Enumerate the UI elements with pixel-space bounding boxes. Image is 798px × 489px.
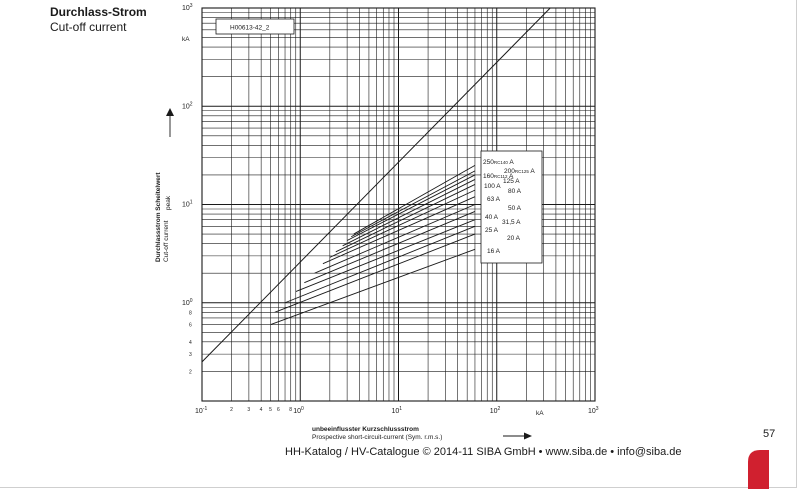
footer-email-link[interactable]: info@siba.de xyxy=(617,446,682,458)
y-axis-label-english-2: peak xyxy=(165,195,172,210)
x-tick-label: $10^{-1}$ xyxy=(195,406,208,415)
series-line-25 xyxy=(285,226,475,302)
legend-entry-125: 125 A xyxy=(503,178,520,185)
y-tick-label: $10^0$ xyxy=(182,297,193,307)
x-axis-label-german: unbeeinflusster Kurzschlussstrom xyxy=(312,426,419,433)
x-tick-label: $10^3$ xyxy=(588,406,599,415)
x-minor-tick-label: 2 xyxy=(230,407,233,413)
x-minor-tick-label: 8 xyxy=(289,407,293,413)
y-minor-tick-label: 4 xyxy=(189,339,192,346)
x-axis-arrow-head xyxy=(524,433,532,440)
chart-id-label: H00613-42_2 xyxy=(230,24,270,32)
legend-entry-160: 160RC112 A xyxy=(483,173,514,180)
y-axis-label-german: Durchlassstrom Scheitelwert xyxy=(155,172,162,262)
x-minor-tick-label: 6 xyxy=(276,407,280,413)
y-tick-label: $10^3$ xyxy=(182,3,193,12)
x-minor-tick-label: 4 xyxy=(259,407,263,413)
footer-website-link[interactable]: www.siba.de xyxy=(545,446,608,458)
footer xyxy=(285,446,682,458)
y-minor-tick-label: 3 xyxy=(189,352,192,359)
legend-entry-31-5: 31,5 A xyxy=(502,219,521,226)
x-axis-unit: kA xyxy=(536,410,544,417)
red-corner-tab xyxy=(748,450,769,489)
y-axis-label-english-1 xyxy=(163,220,170,262)
y-minor-tick-label: 6 xyxy=(189,322,192,329)
y-tick-label: $10^1$ xyxy=(182,199,193,209)
legend-entry-80: 80 A xyxy=(508,188,522,195)
x-tick-label: $10^0$ xyxy=(293,406,304,415)
x-tick-label: $10^2$ xyxy=(489,406,501,415)
series-line-100 xyxy=(336,184,475,251)
footer-catalog: HH-Katalog / HV-Catalogue © 2014-11 SIBA GmbH xyxy=(285,446,536,458)
y-minor-tick-label: 8 xyxy=(189,310,192,317)
y-axis-arrow-head xyxy=(166,108,174,116)
legend-entry-250: 250RC140 A xyxy=(483,159,514,166)
legend-entry-40: 40 A xyxy=(485,214,499,221)
footer-separator: • xyxy=(610,446,615,458)
legend-entry-200: 200RC125 A xyxy=(504,168,535,175)
chart-title-english: Cut-off current xyxy=(50,20,127,34)
series-line-80 xyxy=(330,190,475,257)
y-tick-label: $10^2$ xyxy=(182,101,193,111)
y-axis-label-english-cut: Cut-off current xyxy=(163,220,170,262)
page-number: 57 xyxy=(763,428,776,440)
y-axis-unit: kA xyxy=(182,36,190,43)
series-line-50 xyxy=(315,205,475,274)
legend-entry-16: 16 A xyxy=(487,248,501,255)
legend-entry-63: 63 A xyxy=(487,196,501,203)
series-line-160 xyxy=(347,175,475,241)
x-minor-tick-label: 3 xyxy=(247,407,251,413)
legend-entry-20: 20 A xyxy=(507,235,521,242)
x-tick-label: $10^1$ xyxy=(391,406,403,415)
x-minor-tick-label: 5 xyxy=(269,407,272,413)
legend-entry-100: 100 A xyxy=(484,183,501,190)
legend-entry-25: 25 A xyxy=(485,227,499,234)
y-minor-tick-label: 2 xyxy=(189,369,192,376)
footer-separator: • xyxy=(538,446,543,458)
legend-entry-50: 50 A xyxy=(508,205,522,212)
chart-title-german: Durchlass-Strom xyxy=(50,5,147,19)
x-axis-label-english: Prospective short-circuit-current (Sym. r.m.s.) xyxy=(312,434,443,441)
